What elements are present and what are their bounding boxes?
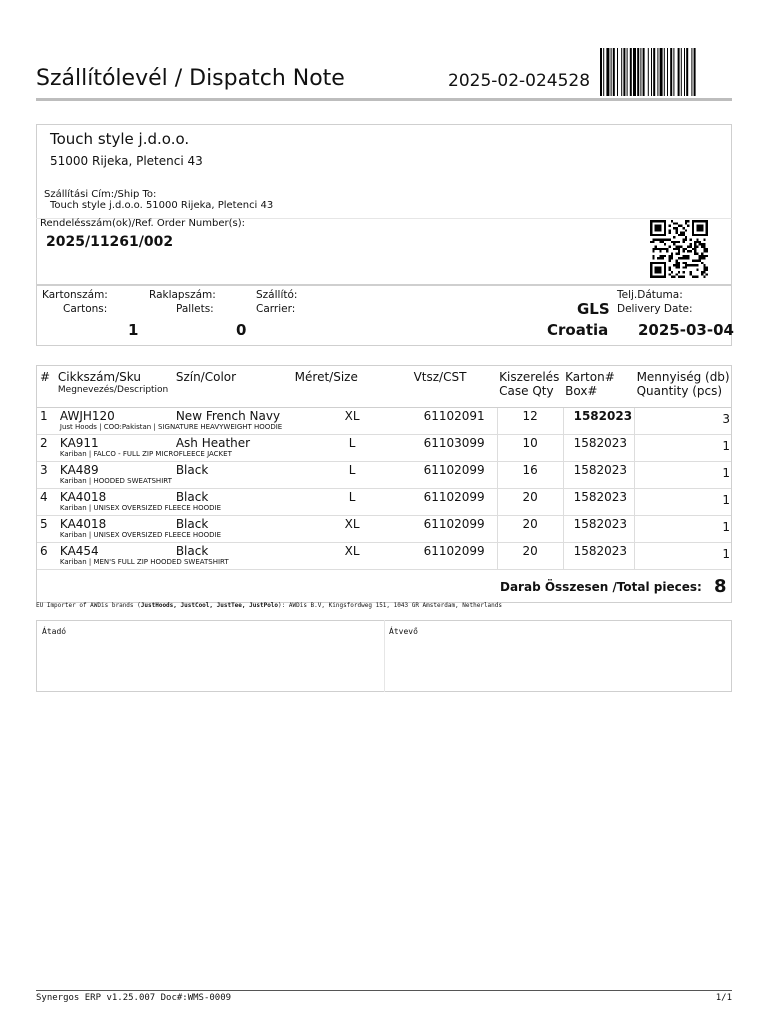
row-cst: 61102099	[412, 516, 498, 543]
row-description: Just Hoods | COO:Pakistan | SIGNATURE HEAVYWEIGHT HOODIE	[59, 423, 283, 431]
row-quantity: 1	[635, 516, 732, 543]
row-description: Kariban | UNISEX OVERSIZED FLEECE HOODIE	[59, 504, 222, 512]
row-description: Kariban | UNISEX OVERSIZED FLEECE HOODIE	[59, 531, 222, 539]
row-color: Black	[174, 489, 293, 516]
col-header-box	[563, 366, 634, 408]
pallets-value: 0	[236, 321, 247, 339]
col-header-quantity-hu: Mennyiség (db)	[636, 370, 730, 384]
row-description: Kariban | HOODED SWEATSHIRT	[59, 477, 172, 485]
table-row	[36, 489, 732, 516]
row-case-qty: 16	[497, 462, 563, 489]
importer-suffix: ): AWDis B.V, Kingsfordweg 151, 1043 GR Amsterdam, Netherlands	[278, 602, 503, 609]
col-header-cst: Vtsz/CST	[412, 366, 498, 408]
row-size: XL	[293, 408, 412, 435]
total-pieces-value: 8	[714, 576, 727, 597]
row-sku-code: KA4018	[59, 517, 107, 531]
row-box-number: 1582023	[563, 489, 634, 516]
ship-to-value: Touch style j.d.o.o. 51000 Rijeka, Pletenci 43	[50, 200, 274, 211]
importer-brands: JustHoods, JustCool, JustTee, JustPolo	[140, 602, 279, 609]
row-sku	[56, 462, 174, 489]
row-color: New French Navy	[174, 408, 293, 435]
row-number: 2	[36, 435, 56, 462]
row-number: 3	[36, 462, 56, 489]
row-color: Black	[174, 516, 293, 543]
cartons-label-hu: Kartonszám:	[42, 289, 108, 301]
col-header-case-qty-en: Case Qty	[499, 384, 554, 398]
col-header-case-qty	[497, 366, 563, 408]
row-number: 4	[36, 489, 56, 516]
row-box-number: 1582023	[563, 516, 634, 543]
row-color: Black	[174, 462, 293, 489]
row-description: Kariban | MEN'S FULL ZIP HOODED SWEATSHIRT	[59, 558, 229, 566]
row-cst: 61102099	[412, 543, 498, 570]
col-header-case-qty-hu: Kiszerelés	[499, 370, 560, 384]
qr-code-icon	[648, 220, 710, 278]
ship-to-label: Szállítási Cím:/Ship To:	[44, 189, 157, 200]
footer-page-number: 1/1	[715, 993, 732, 1003]
row-quantity: 1	[635, 462, 732, 489]
row-case-qty: 20	[497, 543, 563, 570]
col-header-sku-label: Cikkszám/Sku	[57, 370, 141, 384]
carrier-label-en: Carrier:	[256, 303, 296, 315]
row-box-number: 1582023	[563, 435, 634, 462]
page-title: Szállítólevél / Dispatch Note	[36, 66, 345, 91]
row-quantity: 3	[635, 408, 732, 435]
table-row	[36, 435, 732, 462]
items-table	[36, 365, 732, 570]
footer-software-info: Synergos ERP v1.25.007 Doc#:WMS-0009	[36, 993, 232, 1003]
table-row	[36, 408, 732, 435]
table-row	[36, 462, 732, 489]
sender-address: 51000 Rijeka, Pletenci 43	[50, 154, 203, 168]
total-pieces-label: Darab Összesen /Total pieces:	[500, 580, 702, 594]
pallets-label-hu: Raklapszám:	[149, 289, 216, 301]
barcode-icon	[600, 48, 732, 96]
row-box-number: 1582023	[563, 543, 634, 570]
row-box-number: 1582023	[563, 408, 634, 435]
delivery-date-label-hu: Telj.Dátuma:	[617, 289, 683, 301]
sender-company: Touch style j.d.o.o.	[50, 130, 190, 148]
row-quantity: 1	[635, 543, 732, 570]
giver-signature-label: Átadó	[42, 627, 67, 636]
row-size: L	[293, 435, 412, 462]
order-number-value: 2025/11261/002	[46, 234, 174, 250]
row-quantity: 1	[635, 489, 732, 516]
col-header-quantity	[635, 366, 732, 408]
col-header-box-en: Box#	[565, 384, 598, 398]
order-number-label: Rendelésszám(ok)/Ref. Order Number(s):	[40, 218, 245, 229]
signature-divider	[384, 620, 385, 692]
document-number: 2025-02-024528	[448, 71, 591, 91]
row-size: XL	[293, 543, 412, 570]
col-header-sku	[56, 366, 174, 408]
row-number: 5	[36, 516, 56, 543]
row-size: L	[293, 462, 412, 489]
row-number: 1	[36, 408, 56, 435]
row-cst: 61103099	[412, 435, 498, 462]
row-sku-code: KA489	[59, 463, 99, 477]
row-color: Ash Heather	[174, 435, 293, 462]
cartons-label-en: Cartons:	[63, 303, 108, 315]
table-row	[36, 543, 732, 570]
row-size: L	[293, 489, 412, 516]
col-header-description-label: Megnevezés/Description	[57, 385, 169, 395]
delivery-date-value: 2025-03-04	[638, 321, 734, 339]
importer-prefix: EU Importer of AWDis brands (	[36, 602, 141, 609]
footer-divider	[36, 990, 732, 991]
table-header-row	[36, 366, 732, 408]
row-color: Black	[174, 543, 293, 570]
row-sku-code: KA911	[59, 436, 99, 450]
row-number: 6	[36, 543, 56, 570]
row-sku-code: AWJH120	[59, 409, 115, 423]
col-header-num: #	[36, 366, 56, 408]
delivery-date-label-en: Delivery Date:	[617, 303, 693, 315]
title-divider	[36, 98, 732, 101]
col-header-color: Szín/Color	[174, 366, 293, 408]
row-size: XL	[293, 516, 412, 543]
receiver-signature-label: Átvevő	[389, 627, 418, 636]
row-cst: 61102099	[412, 489, 498, 516]
importer-note	[36, 602, 502, 609]
row-description: Kariban | FALCO - FULL ZIP MICROFLEECE JACKET	[59, 450, 232, 458]
row-sku-code: KA454	[59, 544, 99, 558]
row-case-qty: 20	[497, 516, 563, 543]
col-header-box-hu: Karton#	[565, 370, 615, 384]
row-case-qty: 20	[497, 489, 563, 516]
cartons-value: 1	[128, 321, 139, 339]
carrier-label-hu: Szállító:	[256, 289, 298, 301]
row-case-qty: 12	[497, 408, 563, 435]
row-box-number: 1582023	[563, 462, 634, 489]
row-quantity: 1	[635, 435, 732, 462]
carrier-name: GLS	[577, 300, 610, 318]
row-sku-code: KA4018	[59, 490, 107, 504]
col-header-quantity-en: Quantity (pcs)	[636, 384, 723, 398]
table-row	[36, 516, 732, 543]
row-cst: 61102091	[412, 408, 498, 435]
row-case-qty: 10	[497, 435, 563, 462]
col-header-size: Méret/Size	[293, 366, 412, 408]
pallets-label-en: Pallets:	[176, 303, 214, 315]
row-cst: 61102099	[412, 462, 498, 489]
carrier-country: Croatia	[547, 321, 609, 339]
